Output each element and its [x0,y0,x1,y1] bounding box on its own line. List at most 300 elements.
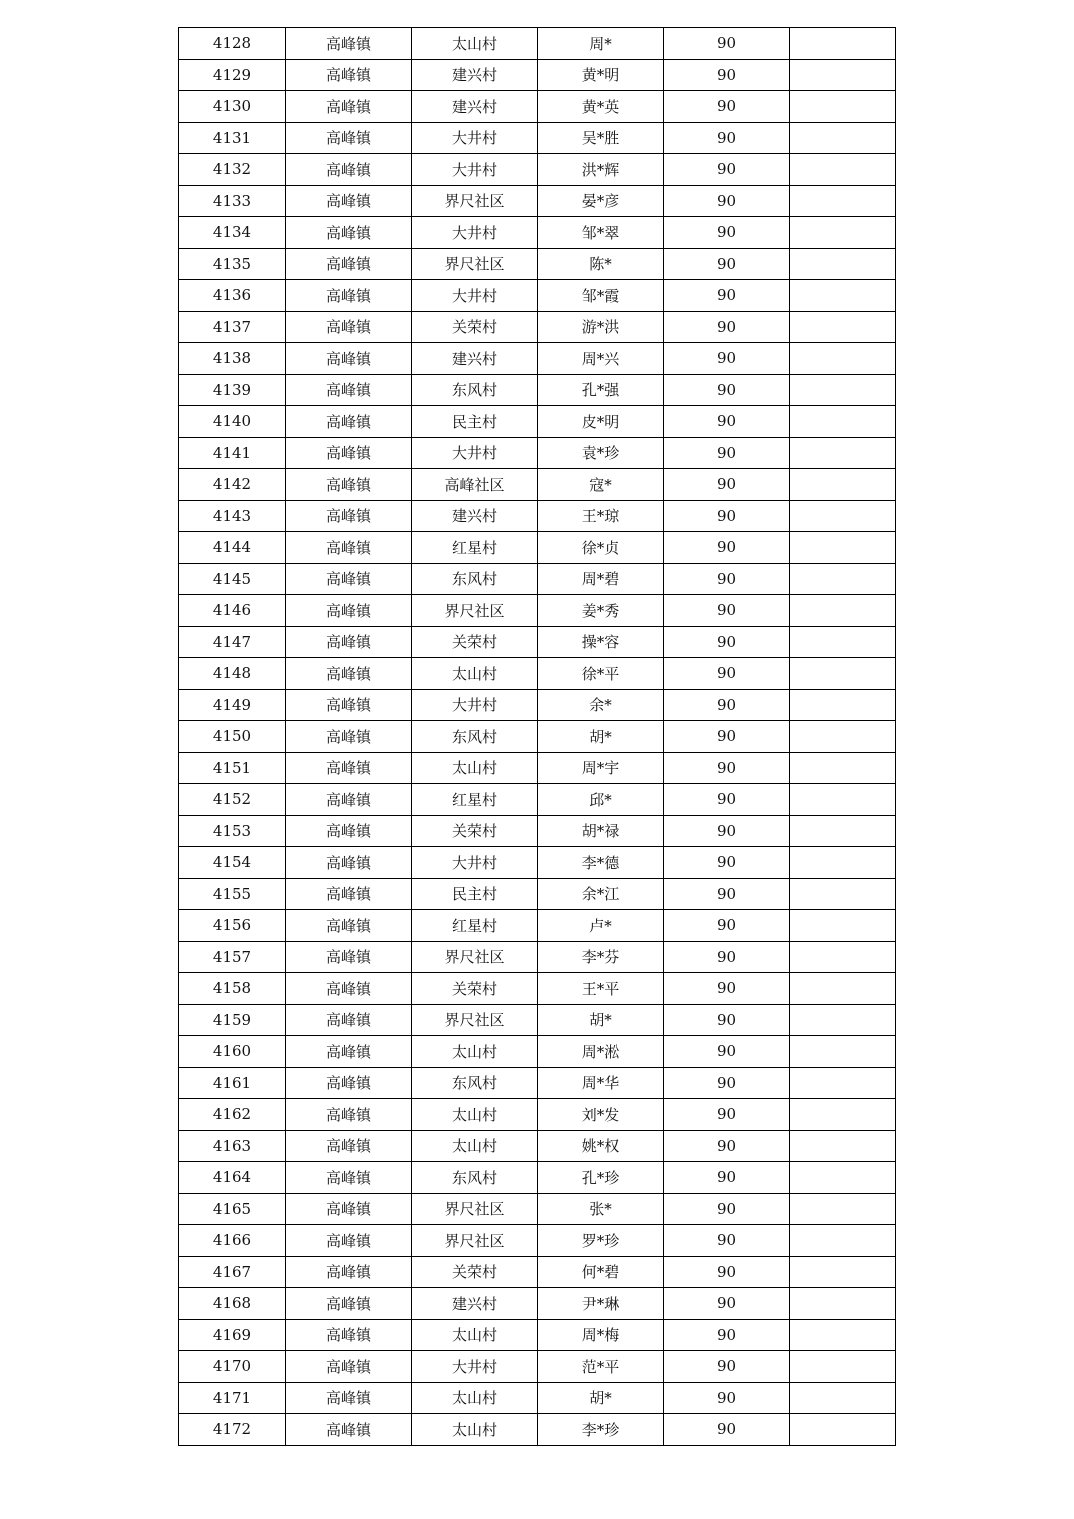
village-cell: 东风村 [412,721,538,753]
table-row [179,563,896,595]
value-cell: 90 [664,784,790,816]
village-cell: 建兴村 [412,500,538,532]
town-cell: 高峰镇 [286,122,412,154]
village-cell: 界尺社区 [412,595,538,627]
table-row [179,343,896,375]
village-cell: 建兴村 [412,91,538,123]
index-cell: 4151 [179,752,286,784]
value-cell: 90 [664,878,790,910]
name-cell: 张* [538,1193,664,1225]
name-cell: 王*平 [538,973,664,1005]
index-cell: 4143 [179,500,286,532]
index-cell: 4134 [179,217,286,249]
value-cell: 90 [664,154,790,186]
town-cell: 高峰镇 [286,1130,412,1162]
town-cell: 高峰镇 [286,847,412,879]
name-cell: 姚*权 [538,1130,664,1162]
village-cell: 东风村 [412,1067,538,1099]
value-cell: 90 [664,1193,790,1225]
table-row [179,1067,896,1099]
town-cell: 高峰镇 [286,878,412,910]
village-cell: 大井村 [412,437,538,469]
value-cell: 90 [664,406,790,438]
remark-cell [790,689,896,721]
index-cell: 4148 [179,658,286,690]
table-row [179,185,896,217]
remark-cell [790,847,896,879]
remark-cell [790,248,896,280]
index-cell: 4135 [179,248,286,280]
index-cell: 4136 [179,280,286,312]
remark-cell [790,1004,896,1036]
remark-cell [790,1067,896,1099]
town-cell: 高峰镇 [286,28,412,60]
name-cell: 吴*胜 [538,122,664,154]
town-cell: 高峰镇 [286,374,412,406]
town-cell: 高峰镇 [286,973,412,1005]
table-row [179,532,896,564]
village-cell: 民主村 [412,406,538,438]
remark-cell [790,595,896,627]
table-row [179,1193,896,1225]
value-cell: 90 [664,1351,790,1383]
value-cell: 90 [664,437,790,469]
value-cell: 90 [664,1256,790,1288]
town-cell: 高峰镇 [286,280,412,312]
table-row [179,847,896,879]
value-cell: 90 [664,185,790,217]
name-cell: 游*洪 [538,311,664,343]
value-cell: 90 [664,217,790,249]
index-cell: 4170 [179,1351,286,1383]
village-cell: 太山村 [412,752,538,784]
name-cell: 邱* [538,784,664,816]
table-row [179,500,896,532]
value-cell: 90 [664,91,790,123]
value-cell: 90 [664,1130,790,1162]
village-cell: 太山村 [412,1130,538,1162]
town-cell: 高峰镇 [286,1351,412,1383]
village-cell: 大井村 [412,1351,538,1383]
town-cell: 高峰镇 [286,563,412,595]
index-cell: 4133 [179,185,286,217]
table-row [179,91,896,123]
remark-cell [790,1099,896,1131]
village-cell: 太山村 [412,1382,538,1414]
town-cell: 高峰镇 [286,59,412,91]
value-cell: 90 [664,815,790,847]
town-cell: 高峰镇 [286,721,412,753]
village-cell: 高峰社区 [412,469,538,501]
value-cell: 90 [664,343,790,375]
table-row [179,248,896,280]
village-cell: 红星村 [412,532,538,564]
village-cell: 界尺社区 [412,248,538,280]
town-cell: 高峰镇 [286,658,412,690]
town-cell: 高峰镇 [286,1288,412,1320]
name-cell: 陈* [538,248,664,280]
village-cell: 大井村 [412,122,538,154]
name-cell: 李*珍 [538,1414,664,1446]
village-cell: 关荣村 [412,973,538,1005]
table-row [179,1162,896,1194]
name-cell: 胡* [538,721,664,753]
town-cell: 高峰镇 [286,343,412,375]
remark-cell [790,1193,896,1225]
town-cell: 高峰镇 [286,626,412,658]
index-cell: 4163 [179,1130,286,1162]
village-cell: 大井村 [412,217,538,249]
table-row [179,1382,896,1414]
village-cell: 民主村 [412,878,538,910]
remark-cell [790,1351,896,1383]
table-row [179,469,896,501]
table-row [179,217,896,249]
remark-cell [790,658,896,690]
village-cell: 太山村 [412,1036,538,1068]
index-cell: 4169 [179,1319,286,1351]
town-cell: 高峰镇 [286,406,412,438]
name-cell: 卢* [538,910,664,942]
index-cell: 4159 [179,1004,286,1036]
index-cell: 4138 [179,343,286,375]
name-cell: 王*琼 [538,500,664,532]
value-cell: 90 [664,59,790,91]
index-cell: 4166 [179,1225,286,1257]
name-cell: 周*宇 [538,752,664,784]
remark-cell [790,91,896,123]
index-cell: 4139 [179,374,286,406]
remark-cell [790,437,896,469]
table-row [179,280,896,312]
name-cell: 徐*平 [538,658,664,690]
index-cell: 4167 [179,1256,286,1288]
town-cell: 高峰镇 [286,1036,412,1068]
name-cell: 晏*彦 [538,185,664,217]
index-cell: 4168 [179,1288,286,1320]
table-row [179,752,896,784]
table-row [179,1351,896,1383]
village-cell: 关荣村 [412,626,538,658]
remark-cell [790,154,896,186]
value-cell: 90 [664,469,790,501]
remark-cell [790,784,896,816]
value-cell: 90 [664,1004,790,1036]
name-cell: 余* [538,689,664,721]
name-cell: 胡* [538,1382,664,1414]
remark-cell [790,1162,896,1194]
value-cell: 90 [664,1067,790,1099]
village-cell: 关荣村 [412,311,538,343]
table-row [179,784,896,816]
index-cell: 4161 [179,1067,286,1099]
village-cell: 关荣村 [412,815,538,847]
remark-cell [790,1288,896,1320]
name-cell: 姜*秀 [538,595,664,627]
name-cell: 周*淞 [538,1036,664,1068]
village-cell: 界尺社区 [412,941,538,973]
name-cell: 周*兴 [538,343,664,375]
table-row [179,154,896,186]
data-table [178,27,896,1446]
index-cell: 4142 [179,469,286,501]
index-cell: 4141 [179,437,286,469]
value-cell: 90 [664,1414,790,1446]
value-cell: 90 [664,910,790,942]
table-row [179,595,896,627]
remark-cell [790,1414,896,1446]
remark-cell [790,500,896,532]
remark-cell [790,59,896,91]
index-cell: 4164 [179,1162,286,1194]
name-cell: 黄*英 [538,91,664,123]
name-cell: 袁*珍 [538,437,664,469]
table-row [179,1414,896,1446]
value-cell: 90 [664,1099,790,1131]
value-cell: 90 [664,1162,790,1194]
town-cell: 高峰镇 [286,1225,412,1257]
remark-cell [790,217,896,249]
table-row [179,1288,896,1320]
index-cell: 4140 [179,406,286,438]
table-row [179,122,896,154]
village-cell: 大井村 [412,154,538,186]
village-cell: 太山村 [412,28,538,60]
table-row [179,437,896,469]
remark-cell [790,185,896,217]
value-cell: 90 [664,28,790,60]
index-cell: 4172 [179,1414,286,1446]
index-cell: 4155 [179,878,286,910]
remark-cell [790,28,896,60]
name-cell: 寇* [538,469,664,501]
index-cell: 4156 [179,910,286,942]
remark-cell [790,563,896,595]
village-cell: 关荣村 [412,1256,538,1288]
name-cell: 何*碧 [538,1256,664,1288]
name-cell: 邹*霞 [538,280,664,312]
table-row [179,1036,896,1068]
town-cell: 高峰镇 [286,437,412,469]
town-cell: 高峰镇 [286,311,412,343]
town-cell: 高峰镇 [286,1256,412,1288]
remark-cell [790,311,896,343]
village-cell: 太山村 [412,1319,538,1351]
town-cell: 高峰镇 [286,1319,412,1351]
value-cell: 90 [664,847,790,879]
name-cell: 徐*贞 [538,532,664,564]
index-cell: 4165 [179,1193,286,1225]
name-cell: 胡*禄 [538,815,664,847]
value-cell: 90 [664,595,790,627]
table-row [179,1004,896,1036]
value-cell: 90 [664,1319,790,1351]
remark-cell [790,406,896,438]
value-cell: 90 [664,1225,790,1257]
village-cell: 东风村 [412,1162,538,1194]
name-cell: 余*江 [538,878,664,910]
town-cell: 高峰镇 [286,1162,412,1194]
table-row [179,721,896,753]
town-cell: 高峰镇 [286,784,412,816]
town-cell: 高峰镇 [286,217,412,249]
town-cell: 高峰镇 [286,689,412,721]
table-row [179,941,896,973]
remark-cell [790,1256,896,1288]
index-cell: 4154 [179,847,286,879]
village-cell: 红星村 [412,784,538,816]
index-cell: 4162 [179,1099,286,1131]
remark-cell [790,815,896,847]
name-cell: 李*芬 [538,941,664,973]
table-row [179,910,896,942]
index-cell: 4131 [179,122,286,154]
value-cell: 90 [664,973,790,1005]
value-cell: 90 [664,658,790,690]
remark-cell [790,374,896,406]
value-cell: 90 [664,563,790,595]
value-cell: 90 [664,752,790,784]
table-row [179,374,896,406]
village-cell: 太山村 [412,1414,538,1446]
town-cell: 高峰镇 [286,154,412,186]
remark-cell [790,1225,896,1257]
name-cell: 周*梅 [538,1319,664,1351]
value-cell: 90 [664,374,790,406]
remark-cell [790,878,896,910]
value-cell: 90 [664,532,790,564]
town-cell: 高峰镇 [286,595,412,627]
name-cell: 罗*珍 [538,1225,664,1257]
remark-cell [790,626,896,658]
index-cell: 4137 [179,311,286,343]
table-row [179,1130,896,1162]
town-cell: 高峰镇 [286,469,412,501]
name-cell: 皮*明 [538,406,664,438]
index-cell: 4128 [179,28,286,60]
name-cell: 尹*琳 [538,1288,664,1320]
village-cell: 界尺社区 [412,1193,538,1225]
table-row [179,1319,896,1351]
name-cell: 范*平 [538,1351,664,1383]
town-cell: 高峰镇 [286,248,412,280]
village-cell: 建兴村 [412,1288,538,1320]
town-cell: 高峰镇 [286,910,412,942]
index-cell: 4153 [179,815,286,847]
town-cell: 高峰镇 [286,91,412,123]
village-cell: 太山村 [412,1099,538,1131]
town-cell: 高峰镇 [286,941,412,973]
town-cell: 高峰镇 [286,1382,412,1414]
table-row [179,311,896,343]
index-cell: 4145 [179,563,286,595]
name-cell: 操*容 [538,626,664,658]
value-cell: 90 [664,626,790,658]
village-cell: 东风村 [412,374,538,406]
town-cell: 高峰镇 [286,1067,412,1099]
name-cell: 孔*强 [538,374,664,406]
index-cell: 4130 [179,91,286,123]
village-cell: 大井村 [412,847,538,879]
town-cell: 高峰镇 [286,185,412,217]
value-cell: 90 [664,280,790,312]
town-cell: 高峰镇 [286,815,412,847]
remark-cell [790,910,896,942]
town-cell: 高峰镇 [286,752,412,784]
town-cell: 高峰镇 [286,1099,412,1131]
table-row [179,689,896,721]
table-row [179,1099,896,1131]
village-cell: 大井村 [412,689,538,721]
remark-cell [790,941,896,973]
index-cell: 4132 [179,154,286,186]
index-cell: 4149 [179,689,286,721]
remark-cell [790,973,896,1005]
town-cell: 高峰镇 [286,500,412,532]
village-cell: 红星村 [412,910,538,942]
village-cell: 建兴村 [412,343,538,375]
name-cell: 周* [538,28,664,60]
village-cell: 大井村 [412,280,538,312]
value-cell: 90 [664,248,790,280]
value-cell: 90 [664,1288,790,1320]
name-cell: 周*华 [538,1067,664,1099]
remark-cell [790,1319,896,1351]
village-cell: 东风村 [412,563,538,595]
table-row [179,878,896,910]
value-cell: 90 [664,941,790,973]
table-row [179,59,896,91]
index-cell: 4147 [179,626,286,658]
remark-cell [790,721,896,753]
name-cell: 孔*珍 [538,1162,664,1194]
name-cell: 李*德 [538,847,664,879]
remark-cell [790,1036,896,1068]
table-row [179,626,896,658]
remark-cell [790,469,896,501]
table-body [179,28,896,1446]
remark-cell [790,122,896,154]
table-row [179,28,896,60]
town-cell: 高峰镇 [286,532,412,564]
name-cell: 邹*翠 [538,217,664,249]
table-row [179,815,896,847]
table-row [179,1256,896,1288]
index-cell: 4152 [179,784,286,816]
index-cell: 4129 [179,59,286,91]
value-cell: 90 [664,311,790,343]
name-cell: 胡* [538,1004,664,1036]
index-cell: 4146 [179,595,286,627]
village-cell: 界尺社区 [412,185,538,217]
value-cell: 90 [664,1036,790,1068]
remark-cell [790,752,896,784]
name-cell: 黄*明 [538,59,664,91]
town-cell: 高峰镇 [286,1193,412,1225]
value-cell: 90 [664,122,790,154]
remark-cell [790,1130,896,1162]
village-cell: 建兴村 [412,59,538,91]
value-cell: 90 [664,1382,790,1414]
value-cell: 90 [664,721,790,753]
town-cell: 高峰镇 [286,1414,412,1446]
index-cell: 4158 [179,973,286,1005]
index-cell: 4160 [179,1036,286,1068]
name-cell: 刘*发 [538,1099,664,1131]
value-cell: 90 [664,500,790,532]
village-cell: 界尺社区 [412,1004,538,1036]
index-cell: 4150 [179,721,286,753]
